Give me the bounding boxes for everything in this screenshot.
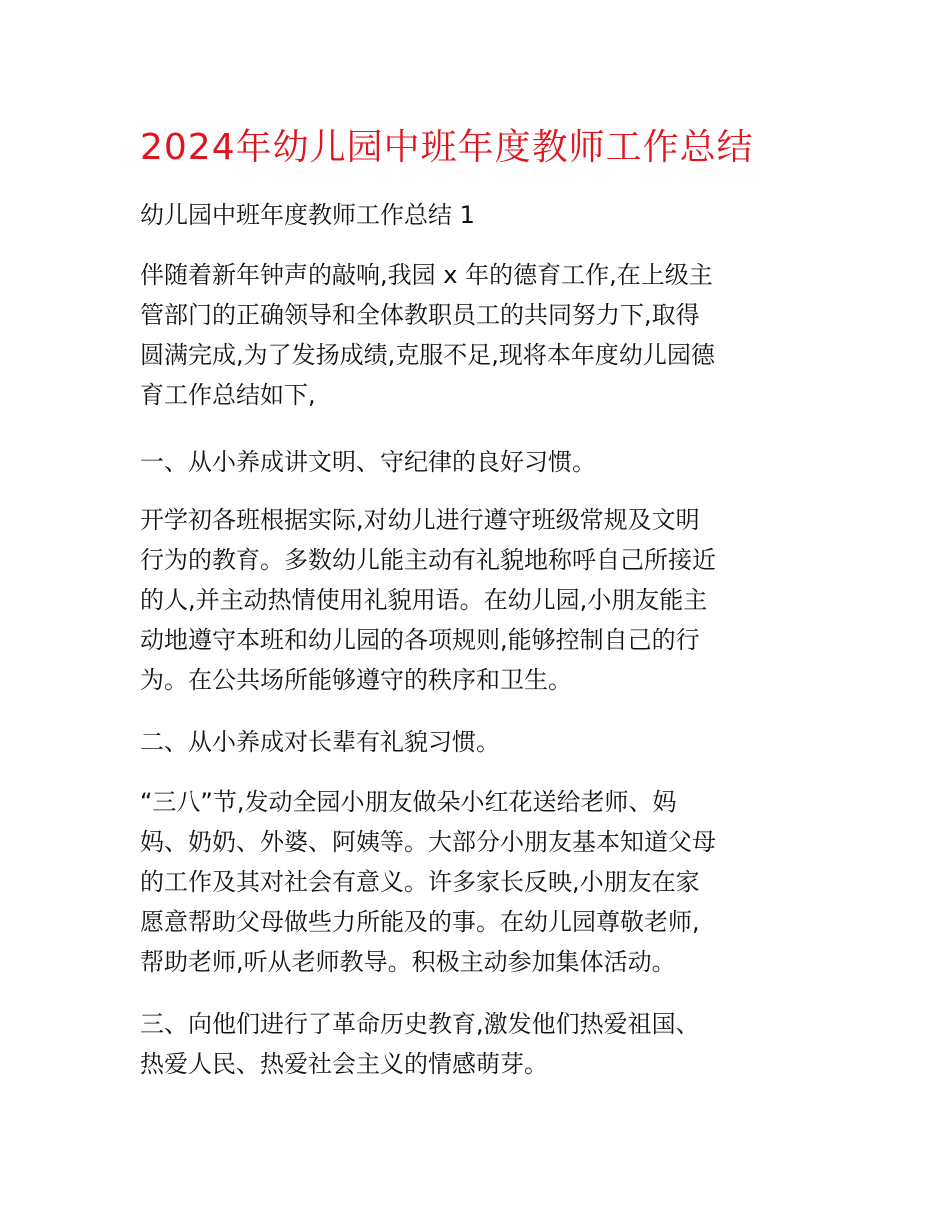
heading-line: 热爱人民、热爱社会主义的情感萌芽。 xyxy=(140,1050,548,1078)
paragraph-line: 愿意帮助父母做些力所能及的事。在幼儿园尊敬老师, xyxy=(140,908,700,936)
document-subtitle: 幼儿园中班年度教师工作总结 1 xyxy=(140,201,475,229)
paragraph-line: 为。在公共场所能够遵守的秩序和卫生。 xyxy=(140,666,572,694)
heading-line: 三、向他们进行了革命历史教育,激发他们热爱祖国、 xyxy=(140,1010,700,1038)
document-title: 2024年幼儿园中班年度教师工作总结 xyxy=(140,127,754,168)
paragraph-line: “三八”节,发动全园小朋友做朵小红花送给老师、妈 xyxy=(140,788,677,816)
paragraph-line: 妈、奶奶、外婆、阿姨等。大部分小朋友基本知道父母 xyxy=(140,828,716,856)
paragraph-section-2 xyxy=(140,782,820,982)
section-heading-3 xyxy=(140,1004,820,1084)
paragraph-line: 育工作总结如下, xyxy=(140,381,316,409)
section-heading-2 xyxy=(140,722,820,762)
heading-line: 二、从小养成对长辈有礼貌习惯。 xyxy=(140,728,500,756)
paragraph-line: 行为的教育。多数幼儿能主动有礼貌地称呼自己所接近 xyxy=(140,546,716,574)
heading-line: 一、从小养成讲文明、守纪律的良好习惯。 xyxy=(140,448,596,476)
paragraph-line: 管部门的正确领导和全体教职员工的共同努力下,取得 xyxy=(140,301,700,329)
paragraph-section-1 xyxy=(140,500,820,700)
paragraph-intro xyxy=(140,255,820,415)
paragraph-line: 的人,并主动热情使用礼貌用语。在幼儿园,小朋友能主 xyxy=(140,586,708,614)
paragraph-line: 动地遵守本班和幼儿园的各项规则,能够控制自己的行 xyxy=(140,626,700,654)
paragraph-line: 帮助老师,听从老师教导。积极主动参加集体活动。 xyxy=(140,948,676,976)
paragraph-line: 开学初各班根据实际,对幼儿进行遵守班级常规及文明 xyxy=(140,506,700,534)
section-heading-1 xyxy=(140,442,820,482)
paragraph-line: 的工作及其对社会有意义。许多家长反映,小朋友在家 xyxy=(140,868,700,896)
paragraph-line: 圆满完成,为了发扬成绩,克服不足,现将本年度幼儿园德 xyxy=(140,341,715,369)
paragraph-line: 伴随着新年钟声的敲响,我园 x 年的德育工作,在上级主 xyxy=(140,261,713,289)
